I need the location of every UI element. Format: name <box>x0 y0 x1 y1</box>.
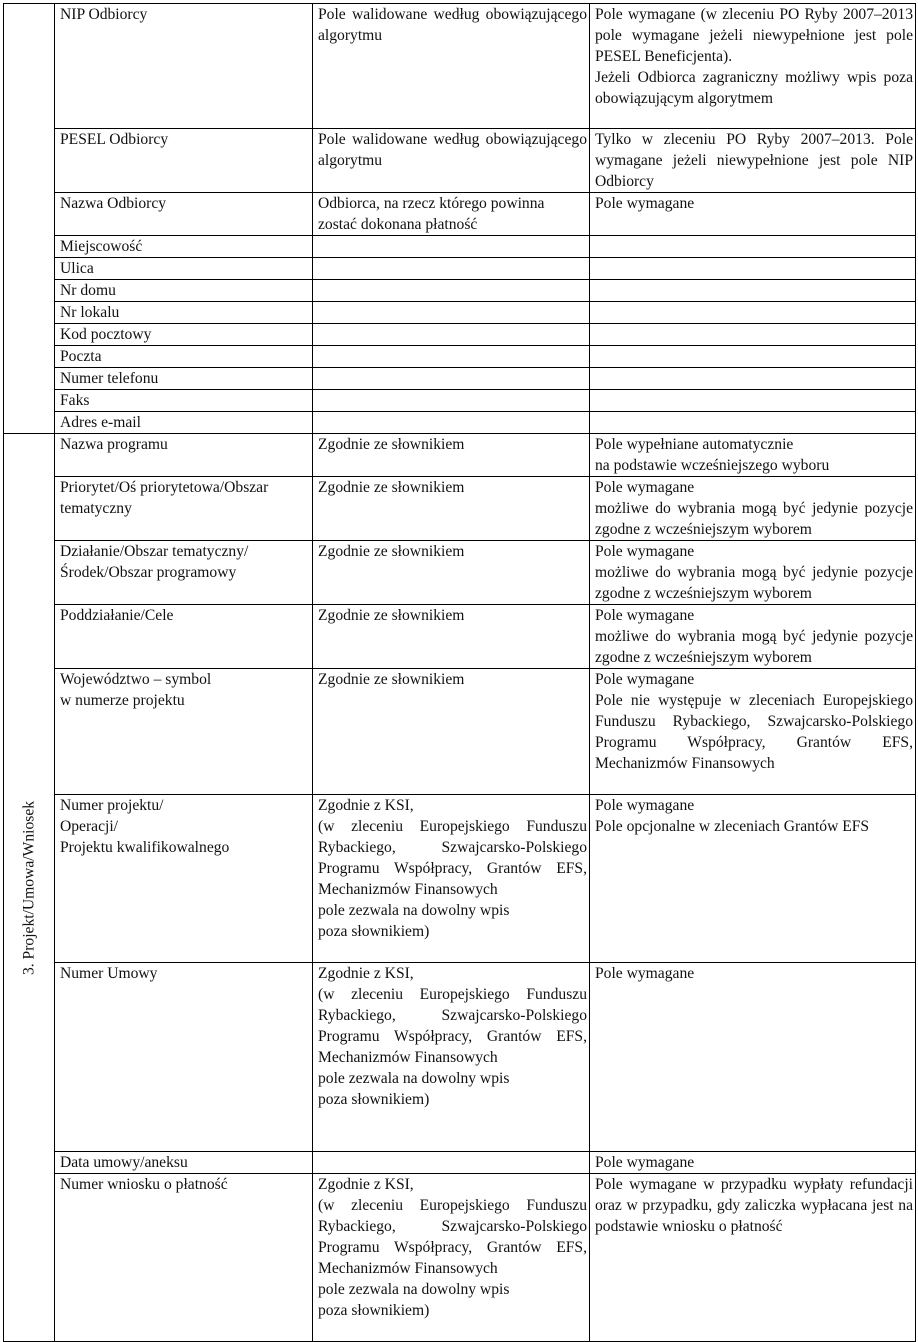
cell-text: Województwo – symbol <box>60 671 212 688</box>
cell-text: Zgodnie ze słownikiem <box>318 543 465 560</box>
table-row <box>4 390 916 412</box>
field-name-cell <box>55 1152 313 1174</box>
validation-rule-cell <box>313 963 590 1152</box>
cell-text: Pole wymagane (w zleceniu PO Ryby 2007–2013 pole wymagane jeżeli niewypełnione jest pole PESEL Beneficjenta). <box>595 6 913 65</box>
cell-text: Pole wymagane w przypadku wypłaty refundacji oraz w przypadku, gdy zaliczka wypłacana jest na podstawie wniosku o płatność <box>595 1176 913 1235</box>
cell-text: Pole wymagane <box>595 797 695 814</box>
field-name-cell <box>55 368 313 390</box>
cell-text: Pole wypełniane automatycznie <box>595 436 794 453</box>
validation-rule-cell <box>313 258 590 280</box>
remarks-cell <box>590 4 916 129</box>
cell-text: Nazwa Odbiorcy <box>60 195 167 212</box>
validation-rule-cell <box>313 669 590 795</box>
cell-text: Tylko w zleceniu PO Ryby 2007–2013. Pole wymagane jeżeli niewypełnione jest pole NIP Odbiorcy <box>595 131 913 190</box>
validation-rule-cell <box>313 324 590 346</box>
cell-text: Data umowy/aneksu <box>60 1154 188 1171</box>
cell-text: pole zezwala na dowolny wpis <box>318 1281 510 1298</box>
field-name-cell <box>55 1174 313 1342</box>
table-row <box>4 258 916 280</box>
cell-text: Pole wymagane <box>595 671 695 688</box>
table-row <box>4 477 916 541</box>
validation-rule-cell <box>313 434 590 477</box>
field-name-cell <box>55 193 313 236</box>
remarks-cell <box>590 302 916 324</box>
table-row <box>4 1174 916 1342</box>
field-name-cell <box>55 324 313 346</box>
cell-text: poza słownikiem) <box>318 1302 430 1319</box>
validation-rule-cell <box>313 4 590 129</box>
cell-text: Zgodnie z KSI, <box>318 1176 414 1193</box>
table-row <box>4 324 916 346</box>
field-name-cell <box>55 346 313 368</box>
field-name-cell <box>55 412 313 434</box>
cell-text: na podstawie wcześniejszego wyboru <box>595 457 830 474</box>
cell-text: NIP Odbiorcy <box>60 6 148 23</box>
section-number-cell <box>4 4 55 434</box>
field-name-cell <box>55 963 313 1152</box>
cell-text: pole zezwala na dowolny wpis <box>318 902 510 919</box>
table-row <box>4 669 916 795</box>
table-row <box>4 302 916 324</box>
table-row <box>4 605 916 669</box>
document-page <box>3 3 915 1342</box>
remarks-cell <box>590 346 916 368</box>
field-name-cell <box>55 541 313 605</box>
remarks-cell <box>590 434 916 477</box>
field-name-cell <box>55 477 313 541</box>
cell-text: (w zleceniu Europejskiego Funduszu Rybackiego, Szwajcarsko-Polskiego Programu Współpracy, Grantów EFS, Mechanizmów Finansowych <box>318 986 587 1066</box>
cell-text: pole zezwala na dowolny wpis <box>318 1070 510 1087</box>
cell-text: Adres e-mail <box>60 414 141 431</box>
cell-text: Pole walidowane według obowiązującego algorytmu <box>318 6 587 44</box>
validation-rule-cell <box>313 236 590 258</box>
field-name-cell <box>55 129 313 193</box>
cell-text: Pole wymagane <box>595 965 695 982</box>
validation-rule-cell <box>313 193 590 236</box>
field-spec-table <box>3 3 916 1342</box>
cell-text: Faks <box>60 392 90 409</box>
remarks-cell <box>590 258 916 280</box>
cell-text: Pole wymagane <box>595 543 695 560</box>
remarks-cell <box>590 605 916 669</box>
field-name-cell <box>55 280 313 302</box>
validation-rule-cell <box>313 412 590 434</box>
table-row <box>4 129 916 193</box>
remarks-cell <box>590 129 916 193</box>
field-name-cell <box>55 605 313 669</box>
cell-text: Zgodnie z KSI, <box>318 965 414 982</box>
table-row <box>4 368 916 390</box>
cell-text: Zgodnie ze słownikiem <box>318 479 465 496</box>
cell-text: poza słownikiem) <box>318 1091 430 1108</box>
cell-text: Nr domu <box>60 282 116 299</box>
cell-text: Nazwa programu <box>60 436 168 453</box>
cell-text: Zgodnie ze słownikiem <box>318 671 465 688</box>
remarks-cell <box>590 795 916 963</box>
cell-text: Zgodnie ze słownikiem <box>318 607 465 624</box>
remarks-cell <box>590 1152 916 1174</box>
cell-text: Numer projektu/ <box>60 797 164 814</box>
cell-text: poza słownikiem) <box>318 923 430 940</box>
remarks-cell <box>590 412 916 434</box>
table-row <box>4 346 916 368</box>
cell-text: Miejscowość <box>60 238 143 255</box>
cell-text: Pole nie występuje w zleceniach Europejskiego Funduszu Rybackiego, Szwajcarsko-Polskiego Programu Współpracy, Grantów EFS, Mechanizmów Finansowych <box>595 692 913 772</box>
cell-text: (w zleceniu Europejskiego Funduszu Rybackiego, Szwajcarsko-Polskiego Programu Współpracy, Grantów EFS, Mechanizmów Finansowych <box>318 1197 587 1277</box>
field-name-cell <box>55 390 313 412</box>
validation-rule-cell <box>313 346 590 368</box>
validation-rule-cell <box>313 795 590 963</box>
cell-text: Zgodnie ze słownikiem <box>318 436 465 453</box>
validation-rule-cell <box>313 477 590 541</box>
cell-text: Pole opcjonalne w zleceniach Grantów EFS <box>595 818 870 835</box>
cell-text: Pole walidowane według obowiązującego algorytmu <box>318 131 587 169</box>
table-row <box>4 412 916 434</box>
field-name-cell <box>55 434 313 477</box>
field-name-cell <box>55 795 313 963</box>
validation-rule-cell <box>313 541 590 605</box>
cell-text: Projektu kwalifikowalnego <box>60 839 230 856</box>
table-row <box>4 236 916 258</box>
field-name-cell <box>55 4 313 129</box>
cell-text: Operacji/ <box>60 818 119 835</box>
cell-text: Numer telefonu <box>60 370 159 387</box>
remarks-cell <box>590 193 916 236</box>
cell-text: Zgodnie z KSI, <box>318 797 414 814</box>
remarks-cell <box>590 541 916 605</box>
remarks-cell <box>590 390 916 412</box>
table-row <box>4 434 916 477</box>
remarks-cell <box>590 236 916 258</box>
table-row <box>4 963 916 1152</box>
validation-rule-cell <box>313 605 590 669</box>
validation-rule-cell <box>313 302 590 324</box>
validation-rule-cell <box>313 280 590 302</box>
cell-text: Pole wymagane <box>595 195 695 212</box>
remarks-cell <box>590 1174 916 1342</box>
section-label: 3. Projekt/Umowa/Wniosek <box>20 800 38 975</box>
table-row <box>4 541 916 605</box>
validation-rule-cell <box>313 1174 590 1342</box>
cell-text: w numerze projektu <box>60 692 185 709</box>
cell-text: Ulica <box>60 260 94 277</box>
field-name-cell <box>55 302 313 324</box>
cell-text: możliwe do wybrania mogą być jedynie pozycje zgodne z wcześniejszym wyborem <box>595 628 913 666</box>
remarks-cell <box>590 669 916 795</box>
cell-text: Poddziałanie/Cele <box>60 607 174 624</box>
cell-text: Pole wymagane <box>595 479 695 496</box>
cell-text: Priorytet/Oś priorytetowa/Obszar tematyczny <box>60 479 269 517</box>
section-number-cell <box>4 434 55 1342</box>
cell-text: Odbiorca, na rzecz którego powinna zostać dokonana płatność <box>318 195 545 233</box>
field-name-cell <box>55 669 313 795</box>
cell-text: Nr lokalu <box>60 304 120 321</box>
cell-text: Pole wymagane <box>595 1154 695 1171</box>
validation-rule-cell <box>313 129 590 193</box>
cell-text: Poczta <box>60 348 102 365</box>
cell-text: Numer Umowy <box>60 965 158 982</box>
table-row <box>4 193 916 236</box>
cell-text: Numer wniosku o płatność <box>60 1176 228 1193</box>
remarks-cell <box>590 368 916 390</box>
cell-text: Pole wymagane <box>595 607 695 624</box>
validation-rule-cell <box>313 1152 590 1174</box>
validation-rule-cell <box>313 368 590 390</box>
table-row <box>4 795 916 963</box>
cell-text: (w zleceniu Europejskiego Funduszu Rybackiego, Szwajcarsko-Polskiego Programu Współpracy, Grantów EFS, Mechanizmów Finansowych <box>318 818 587 898</box>
validation-rule-cell <box>313 390 590 412</box>
remarks-cell <box>590 477 916 541</box>
cell-text: możliwe do wybrania mogą być jedynie pozycje zgodne z wcześniejszym wyborem <box>595 500 913 538</box>
table-row <box>4 280 916 302</box>
table-row <box>4 4 916 129</box>
remarks-cell <box>590 280 916 302</box>
remarks-cell <box>590 324 916 346</box>
cell-text: możliwe do wybrania mogą być jedynie pozycje zgodne z wcześniejszym wyborem <box>595 564 913 602</box>
field-name-cell <box>55 258 313 280</box>
cell-text: Działanie/Obszar tematyczny/Środek/Obszar programowy <box>60 543 249 581</box>
cell-text: PESEL Odbiorcy <box>60 131 169 148</box>
table-row <box>4 1152 916 1174</box>
cell-text: Jeżeli Odbiorca zagraniczny możliwy wpis poza obowiązującym algorytmem <box>595 69 913 107</box>
remarks-cell <box>590 963 916 1152</box>
cell-text: Kod pocztowy <box>60 326 152 343</box>
field-name-cell <box>55 236 313 258</box>
